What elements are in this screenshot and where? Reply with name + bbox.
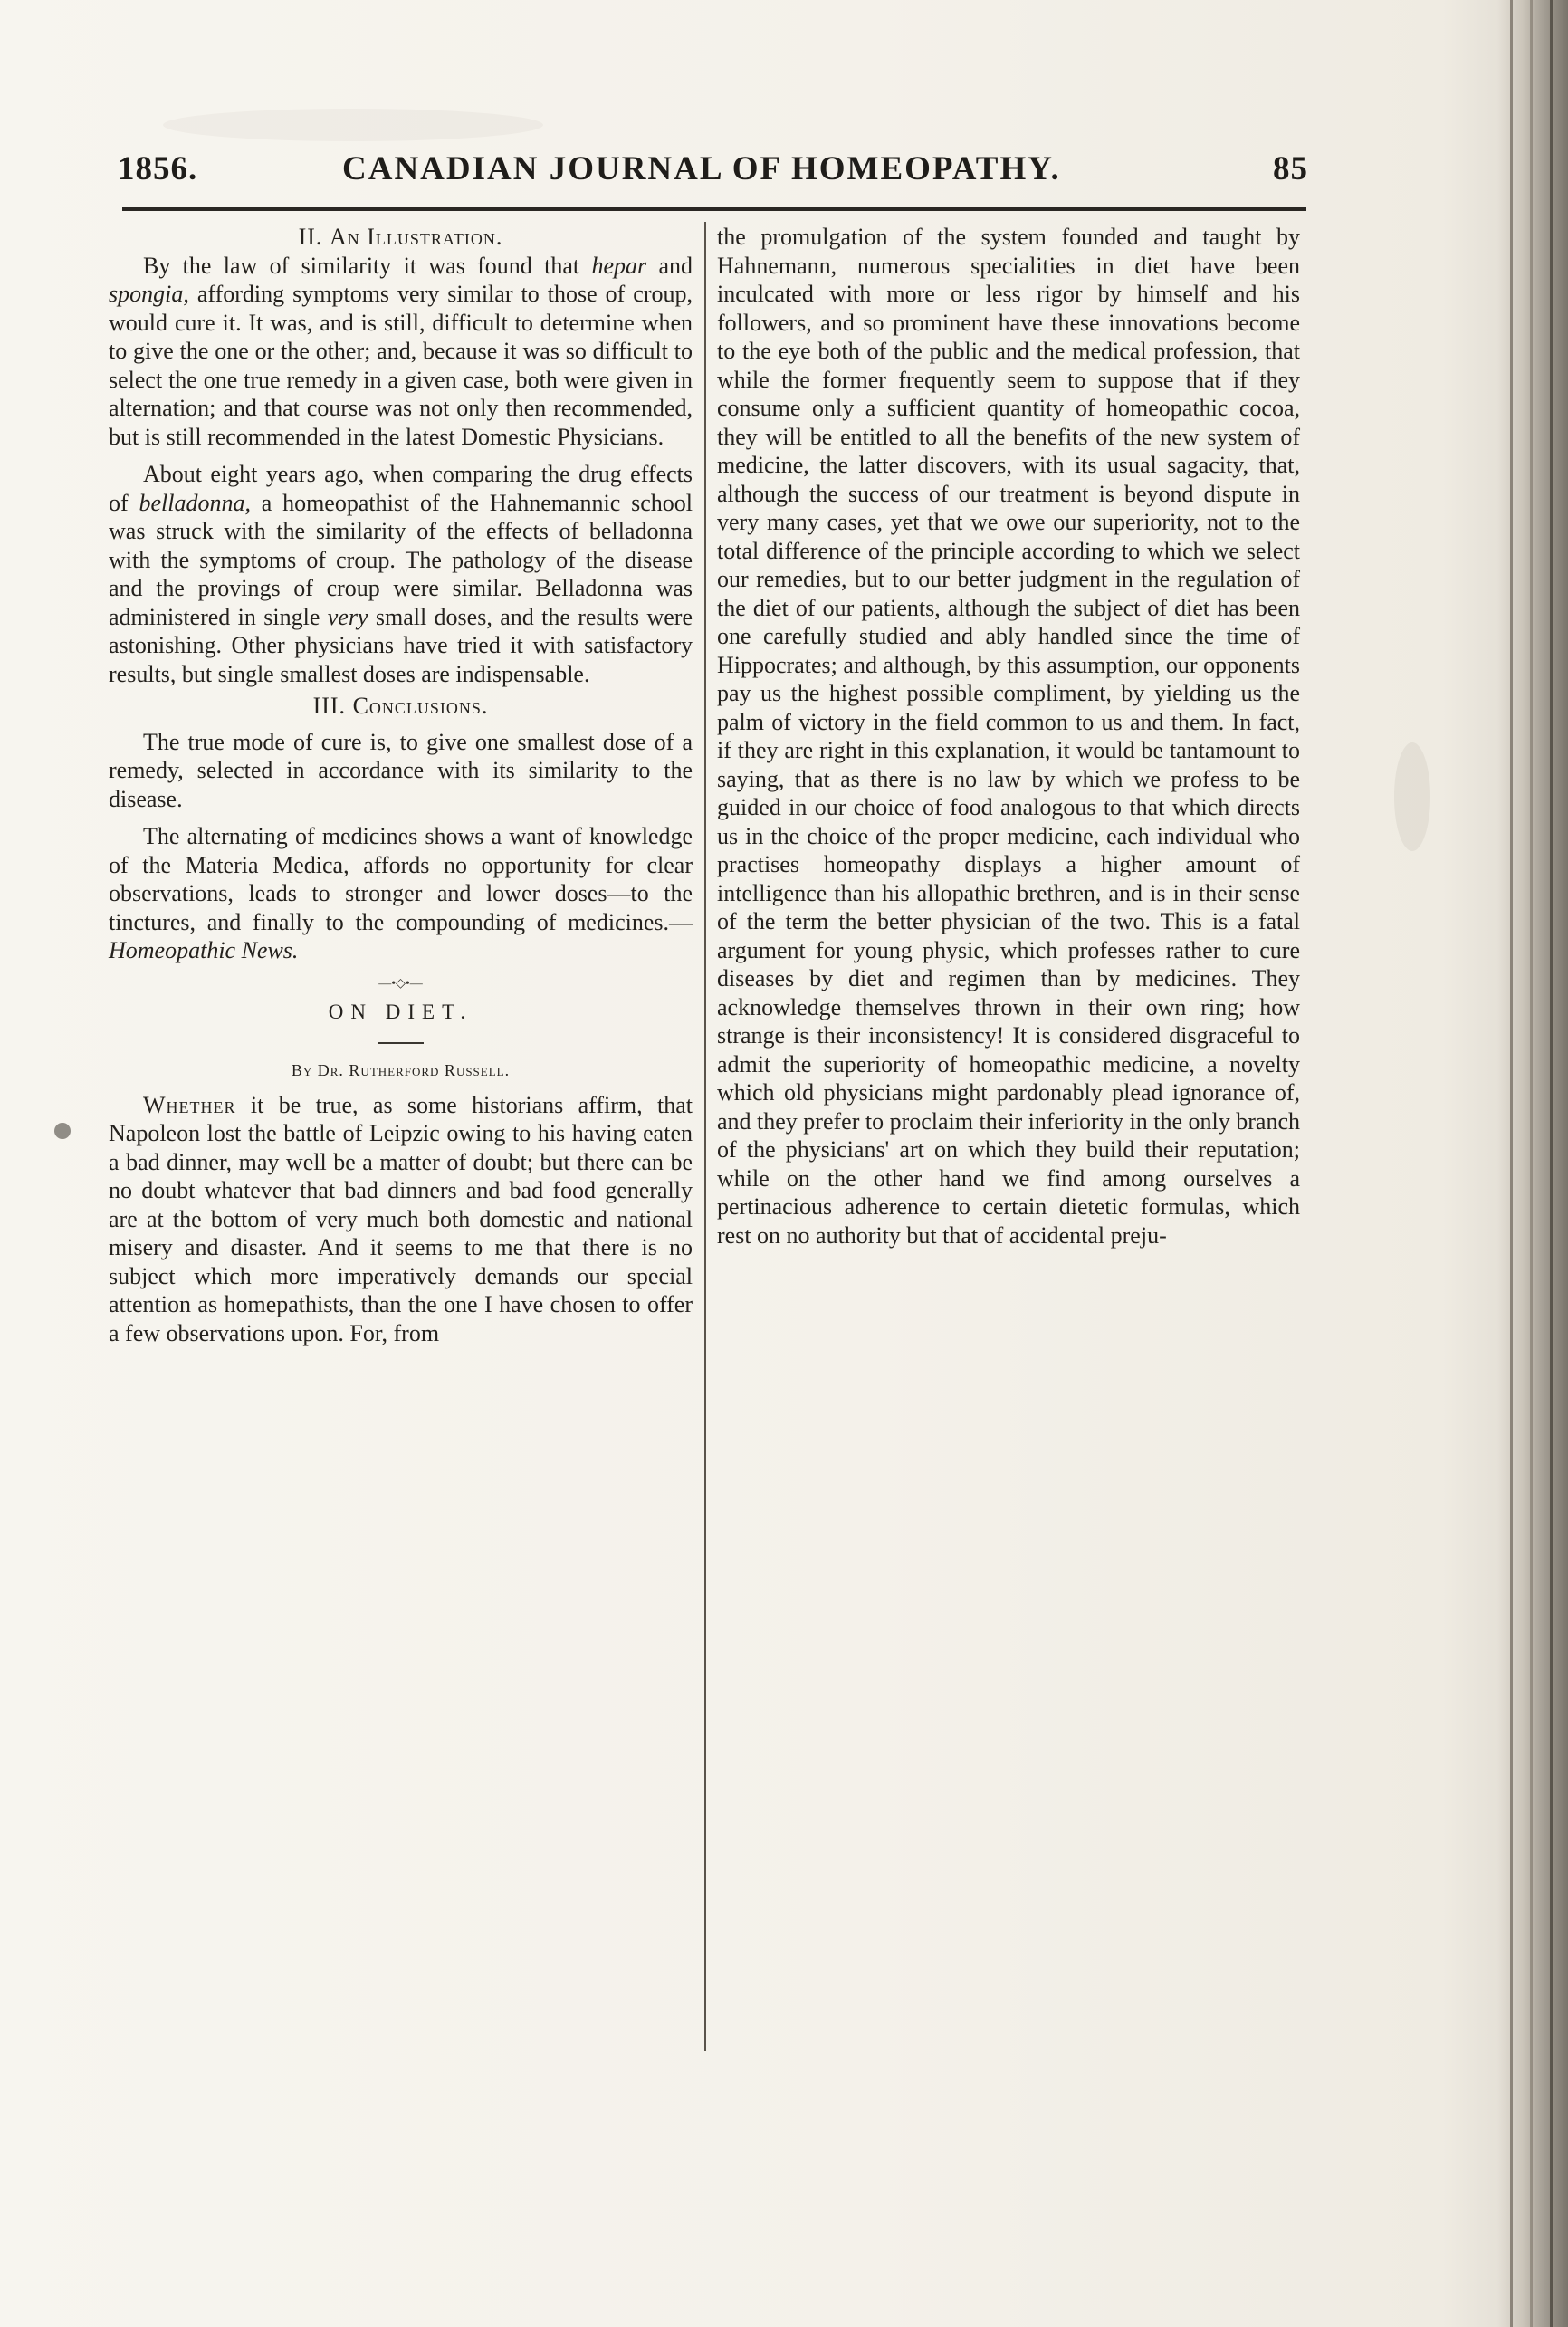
header-year: 1856. bbox=[118, 150, 198, 187]
right-column bbox=[717, 223, 1300, 1250]
text-run: affording symptoms very similar to those of croup, would cure it. It was, and is still, difficult to determine when to give the one or the other; and, because it was so difficult to select the one true remedy in a given case, both were given in alternation; and that course was not only then recommended, but is still recommended in the latest Domestic Physicians. bbox=[109, 281, 693, 450]
section-heading-conclusions bbox=[109, 692, 693, 721]
text-run: small doses, and the results were astonishing. Other physicians have tried it with satisfactory results, but single smallest doses are indispensable. bbox=[109, 603, 693, 687]
source-citation: Homeopathic News. bbox=[109, 937, 299, 963]
section-title: An Illustration. bbox=[329, 224, 503, 250]
paper-stain bbox=[54, 1123, 71, 1139]
journal-title: CANADIAN JOURNAL OF HOMEOPATHY. bbox=[342, 150, 1061, 187]
article-title: ON DIET. bbox=[328, 1000, 473, 1023]
section-heading-illustration bbox=[109, 223, 693, 252]
title-rule bbox=[378, 1042, 424, 1044]
lead-word: Whether bbox=[143, 1091, 236, 1118]
section-numeral: III. bbox=[312, 693, 347, 719]
paragraph: The true mode of cure is, to give one smallest dose of a remedy, selected in accordance with its similarity to the disease. bbox=[109, 728, 693, 812]
header-rule-thick bbox=[122, 207, 1306, 211]
italic-term: belladonna, bbox=[139, 489, 251, 516]
italic-term: hepar bbox=[591, 252, 647, 279]
paragraph bbox=[109, 822, 693, 965]
ornament-divider: —•◇•— bbox=[378, 976, 423, 991]
paragraph bbox=[109, 460, 693, 688]
text-run: The alternating of medicines shows a want of knowledge of the Materia Medica, affords no opportunity for clear observations, leads to stronger and lower doses—to the tinctures, and finally to the compounding of medicines.— bbox=[109, 823, 693, 935]
page-number: 85 bbox=[1273, 150, 1308, 187]
paragraph bbox=[109, 1091, 693, 1348]
section-numeral: II. bbox=[298, 224, 323, 250]
book-spine-shadow bbox=[1497, 0, 1568, 2327]
text-run: About eight years ago, when comparing the drug effects of bbox=[109, 461, 693, 516]
paper-stain bbox=[163, 109, 543, 141]
italic-term: very bbox=[327, 603, 368, 630]
book-spine-edge bbox=[1530, 0, 1533, 2327]
left-column bbox=[109, 223, 693, 1347]
text-run: By the law of similarity it was found that bbox=[143, 252, 592, 279]
paragraph-continued: the promulgation of the system founded and taught by Hahnemann, numerous specialities in diet have been inculcated with more or less rigor by himself and his followers, and so prominent have these innovations become to the eye both of the public and the medical profession, that while the former frequently seem to suppose that if they consume only a sufficient quantity of homeopathic cocoa, they will be entitled to all the benefits of the new system of medicine, the latter discovers, with its usual sagacity, that, although the success of our treatment is beyond dispute in very many cases, yet that we owe our superiority, not to the total difference of the principle according to which we select our remedies, but to our better judgment in the regulation of the diet of our patients, although the subject of diet has been one carefully studied and ably handled since the time of Hippocrates; and although, by this assumption, our opponents pay us the highest possible compliment, by yielding us the palm of victory in the field common to us and them. In fact, if they are right in this explanation, it would be tantamount to saying, that as there is no law by which we profess to be guided in our choice of food analogous to that which directs us in the choice of the proper medicine, each individual who practises homeopathy displays a higher amount of intelligence than his allopathic brethren, and is in their sense of the term the better physician of the two. This is a fatal argument for young physic, which professes rather to cure diseases by diet and regimen than by medicines. They acknowledge themselves thrown in their own ring; how strange is their inconsistency! It is considered disgraceful to admit the superiority of homeopathic medicine, a novelty which old physicians might pardonably plead ignorance of, and they prefer to proclaim their inferiority in the only branch of the physicians' art on which they build their reputation; while on the other hand we find among ourselves a pertinacious adherence to certain dietetic formulas, which rest on no authority but that of accidental preju- bbox=[717, 224, 1300, 1249]
column-divider bbox=[704, 222, 706, 2051]
text-run: a homeopathist of the Hahnemannic school was struck with the similarity of the effects of belladonna with the symptoms of croup. The pathology of the disease and the provings of croup were similar. Belladonna was administered in single bbox=[109, 489, 693, 630]
text-run: and bbox=[646, 252, 693, 279]
running-head bbox=[118, 149, 1308, 195]
paper-stain bbox=[1394, 742, 1430, 851]
book-spine-edge bbox=[1510, 0, 1513, 2327]
text-run: it be true, as some historians affirm, that Napoleon lost the battle of Leipzic owing to his having eaten a bad dinner, may well be a matter of doubt; but there can be no doubt whatever that bad dinners and bad food generally are at the bottom of very much both domestic and national misery and disaster. And it seems to me that there is no subject which more imperatively demands our special attention as homepathists, than the one I have chosen to offer a few observations upon. For, from bbox=[109, 1091, 693, 1346]
byline: By Dr. Rutherford Russell. bbox=[291, 1061, 511, 1079]
italic-term: spongia, bbox=[109, 281, 189, 307]
section-title: Conclusions. bbox=[352, 693, 489, 719]
paragraph bbox=[109, 252, 693, 452]
book-spine-edge bbox=[1550, 0, 1553, 2327]
